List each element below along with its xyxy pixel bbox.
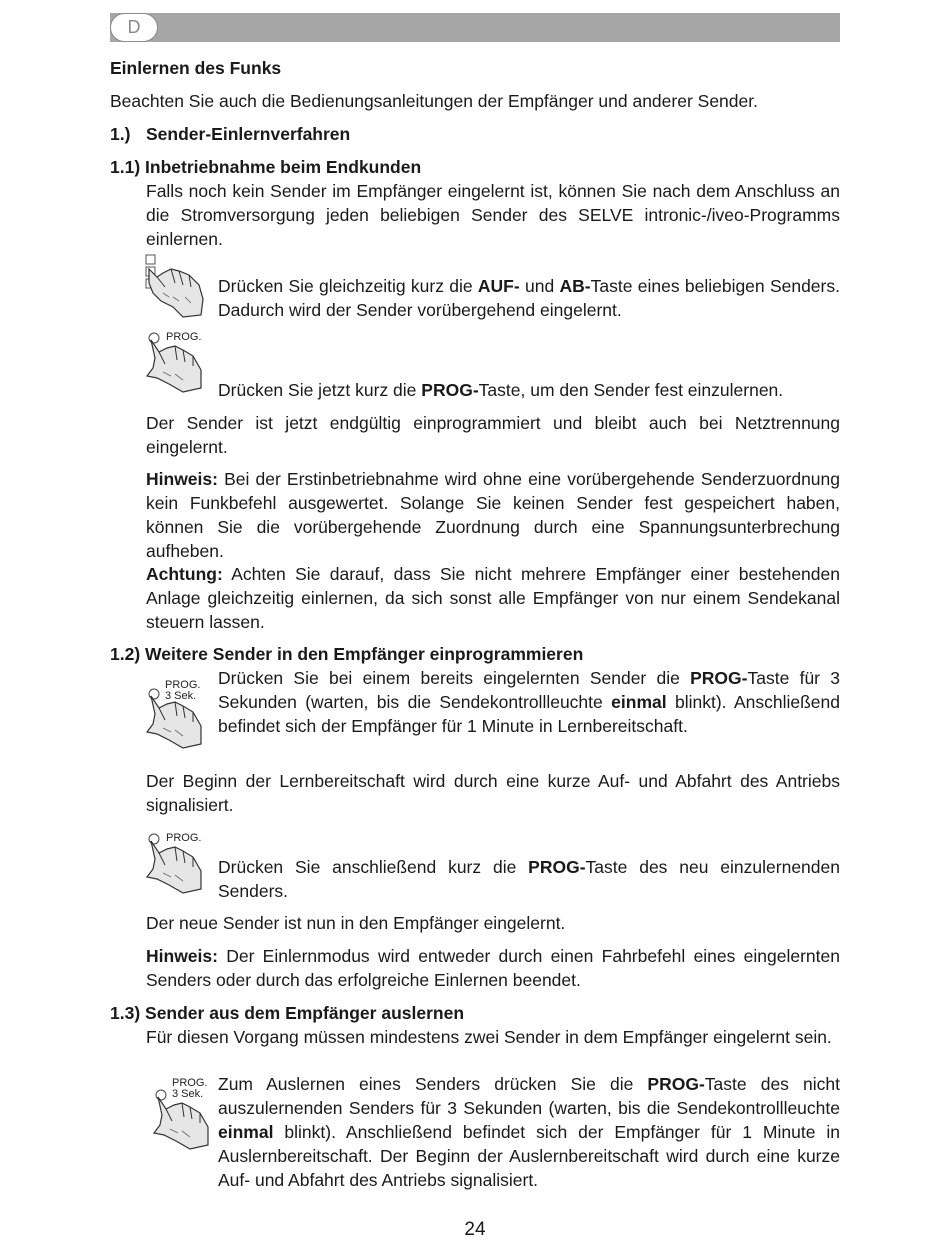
section-1-2-result: Der neue Sender ist nun in den Empfänger eingelernt. [146,913,566,933]
section-1-1-result: Der Sender ist jetzt endgültig einprogrammiert und bleibt auch bei Netztrennung eingelernt. [146,413,840,457]
prog-label: PROG. [172,1077,208,1089]
header-bar [110,13,840,42]
section-1-3-title: 1.3) Sender aus dem Empfänger auslernen [110,1003,465,1023]
section-1-1-step-2: Drücken Sie jetzt kurz die PROG-Taste, um den Sender fest einzulernen. [218,380,784,400]
hold-duration-label: 3 Sek. [165,690,197,702]
hold-duration-label: 3 Sek. [172,1088,204,1100]
section-1-1-text: Falls noch kein Sender im Empfänger eingelernt ist, können Sie nach dem Anschluss an die Stromversorgung jeden beliebigen Sender des SELVE intronic-/iveo-Programms einlernen. [146,181,840,249]
section-1-title: Sender-Einlernverfahren [146,124,351,144]
prog-label: PROG. [166,331,202,343]
language-badge: D [110,13,158,42]
section-1-2-note: Hinweis: Der Einlernmodus wird entweder durch einen Fahrbefehl eines eingelernten Senders oder durch das erfolgreiche Einlernen beendet. [146,946,840,990]
hand-press-icon [143,253,207,321]
prog-label: PROG. [166,832,202,844]
section-1-2-step-2: Drücken Sie anschließend kurz die PROG-Taste des neu einzulernenden Senders. [218,857,840,901]
section-1-1-note: Hinweis: Bei der Erstinbetriebnahme wird ohne eine vorübergehende Senderzuordnung kein Funkbefehl ausgewertet. Solange Sie keinen Sender fest gespeichert haben, können Sie die vorübergehende Zuordnung durch eine Spannungsunterbrechung aufheben. [146,469,840,561]
prog-label: PROG. [165,679,201,691]
section-1-1-title: 1.1) Inbetriebnahme beim Endkunden [110,157,422,177]
intro-text: Beachten Sie auch die Bedienungsanleitungen der Empfänger und anderer Sender. [110,91,758,111]
section-1-1-warning: Achtung: Achten Sie darauf, dass Sie nicht mehrere Empfänger einer bestehenden Anlage gleichzeitig einlernen, da sich sonst alle Empfänger von nur einem Sendekanal steuern lassen. [146,564,840,632]
section-1-2-title: 1.2) Weitere Sender in den Empfänger einprogrammieren [110,644,584,664]
section-1-3-step: Zum Auslernen eines Senders drücken Sie die PROG-Taste des nicht auszulernenden Senders für 3 Sekunden (warten, bis die Sendekontrollleuchte einmal blinkt). Anschließend befindet sich der Empfänger für 1 Minute in Auslernbereitschaft. Der Beginn der Auslernbereitschaft wird durch eine kurze Auf- und Abfahrt des Antriebs signalisiert. [218,1074,840,1190]
section-1-3-text: Für diesen Vorgang müssen mindestens zwei Sender in dem Empfänger eingelernt sein. [146,1027,832,1047]
section-1-1-step-1: Drücken Sie gleichzeitig kurz die AUF- und AB-Taste eines beliebigen Senders. Dadurch wird der Sender vorübergehend eingelernt. [218,276,840,320]
page-number: 24 [464,1219,486,1240]
section-1-2-signal: Der Beginn der Lernbereitschaft wird durch eine kurze Auf- und Abfahrt des Antriebs signalisiert. [146,771,840,815]
page-title: Einlernen des Funks [110,58,282,78]
section-1-number: 1.) [110,124,131,144]
section-1-2-step-1: Drücken Sie bei einem bereits eingelernten Sender die PROG-Taste für 3 Sekunden (warten, bis die Sendekontrollleuchte einmal blinkt). Anschließend befindet sich der Empfänger für 1 Minute in Lernbereitschaft. [218,668,840,736]
